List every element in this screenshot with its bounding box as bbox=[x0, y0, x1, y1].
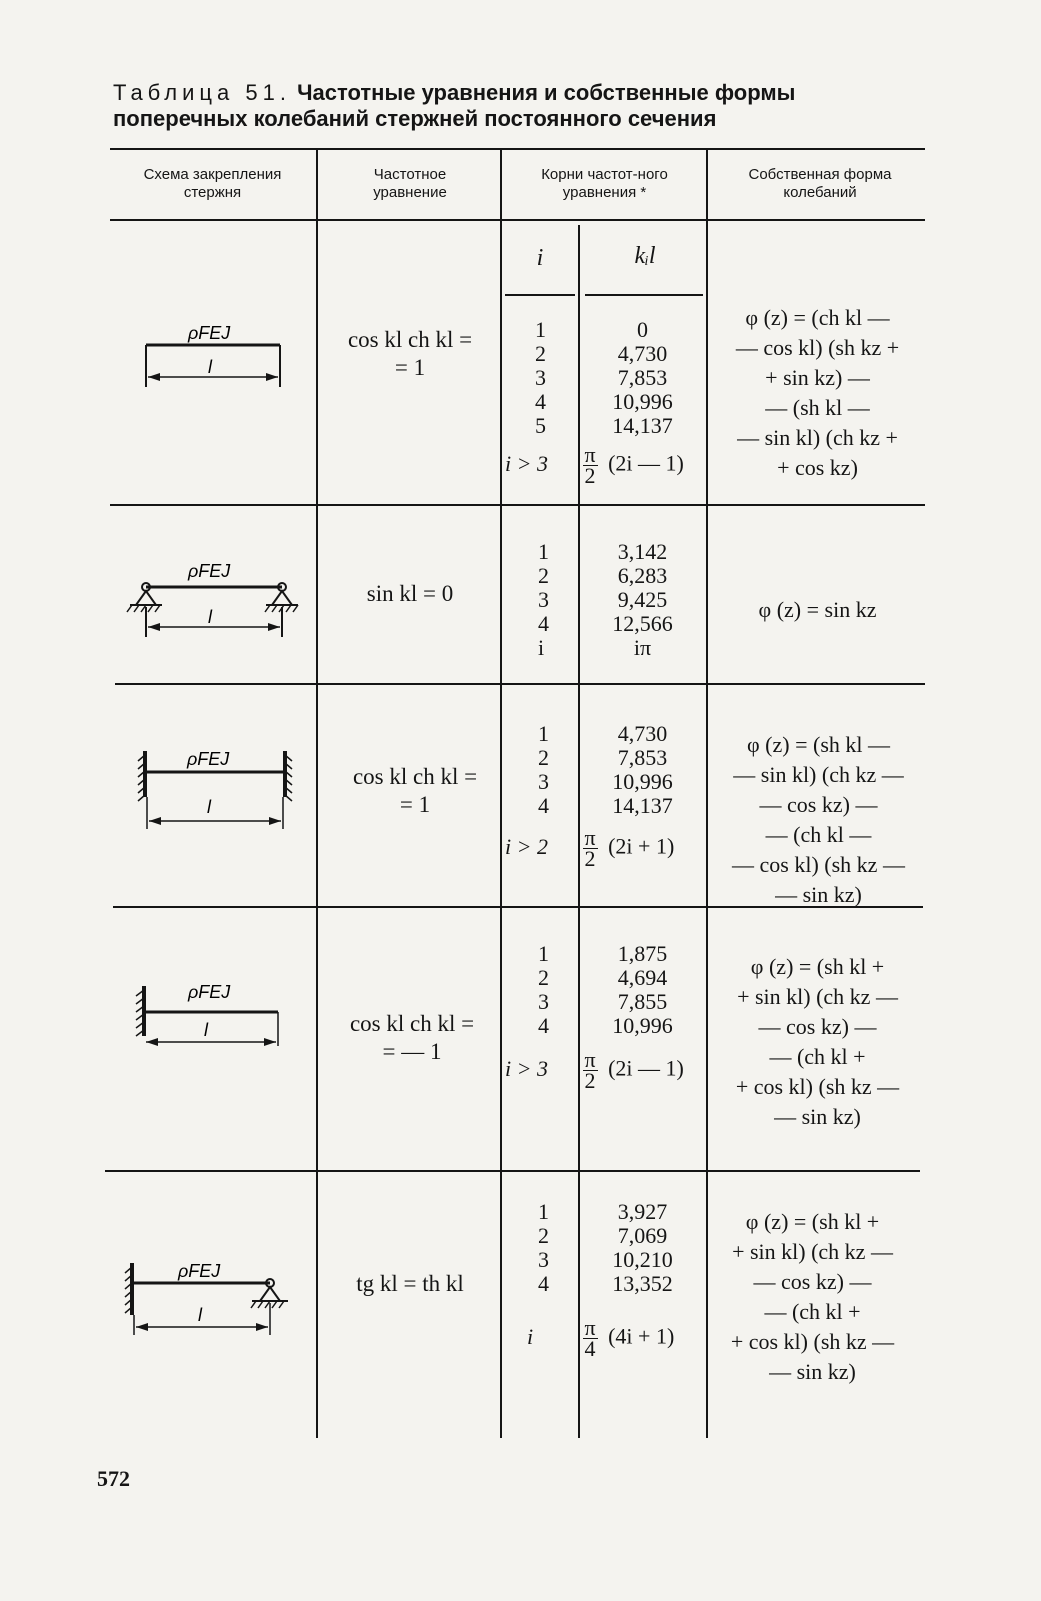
scheme-label-rho-f-e-j: ρFEJ bbox=[188, 561, 231, 581]
pi-fraction bbox=[583, 1047, 598, 1093]
general-root-index: i bbox=[527, 1323, 534, 1349]
header-mode: Собственная форма колебаний bbox=[748, 166, 892, 201]
mode-shape: φ (z) = (ch kl — — cos kl) (sh kz + + sin kz) — — (sh kl — — sin kl) (ch kz + + cos kz) bbox=[735, 305, 900, 480]
frequency-equation: sin kl = 0 bbox=[366, 581, 454, 606]
fraction-denominator: 2 bbox=[584, 846, 596, 871]
mode-shape: φ (z) = (sh kl + + sin kl) (ch kz — — cos kz) — — (ch kl + + cos kl) (sh kz — — sin kz) bbox=[730, 1209, 895, 1384]
scheme-label-rho-f-e-j: ρFEJ bbox=[188, 982, 231, 1002]
scheme-label-length: l bbox=[208, 607, 212, 627]
root-values: 1,875 4,694 7,855 10,996 bbox=[612, 941, 673, 1038]
table-caption bbox=[113, 80, 933, 132]
general-root-expression: (4i + 1) bbox=[608, 1323, 675, 1349]
scheme-free-free bbox=[130, 315, 300, 395]
subheader-index: i bbox=[536, 245, 544, 271]
subheader-rule bbox=[505, 294, 575, 296]
table-title: Частотные уравнения и собственные формы поперечных колебаний стержней постоянного сечения bbox=[113, 80, 796, 131]
pi-fraction bbox=[583, 442, 598, 488]
scheme-clamped-free bbox=[130, 978, 300, 1048]
general-root bbox=[505, 1315, 675, 1361]
header-scheme: Схема закрепления стержня bbox=[143, 166, 282, 201]
root-indices: 1 2 3 4 bbox=[538, 1199, 549, 1296]
frequency-equation: cos kl ch kl = = 1 bbox=[347, 327, 473, 380]
root-indices: 1 2 3 4 bbox=[538, 941, 549, 1038]
fraction-numerator: π bbox=[584, 1047, 596, 1072]
root-values: 4,730 7,853 10,996 14,137 bbox=[612, 721, 673, 818]
subheader-root-value: kᵢl bbox=[634, 243, 656, 269]
pi-fraction bbox=[583, 825, 598, 871]
root-values: 0 4,730 7,853 10,996 14,137 bbox=[612, 317, 673, 438]
scheme-label-rho-f-e-j: ρFEJ bbox=[178, 1261, 221, 1281]
header-equation: Частотное уравнение bbox=[373, 166, 447, 201]
scheme-clamped-clamped bbox=[135, 745, 310, 835]
fraction-denominator: 2 bbox=[584, 463, 596, 488]
scheme-clamped-pinned bbox=[120, 1255, 300, 1340]
scheme-label-length: l bbox=[198, 1305, 202, 1325]
table-number: Таблица 51. bbox=[113, 80, 291, 105]
row-separator bbox=[110, 504, 925, 506]
scheme-label-rho-f-e-j: ρFEJ bbox=[188, 323, 231, 343]
row-separator bbox=[105, 1170, 920, 1172]
table-top-rule bbox=[110, 148, 925, 150]
frequency-equation: cos kl ch kl = = 1 bbox=[352, 764, 478, 817]
fraction-numerator: π bbox=[584, 825, 596, 850]
mode-shape: φ (z) = (sh kl — — sin kl) (ch kz — — cos kz) — — (ch kl — — cos kl) (sh kz — — sin kz) bbox=[732, 732, 905, 907]
fraction-numerator: π bbox=[584, 1315, 596, 1340]
general-root-expression: (2i + 1) bbox=[608, 833, 675, 859]
fraction-denominator: 4 bbox=[584, 1336, 596, 1361]
pi-fraction bbox=[583, 1315, 598, 1361]
header-roots: Корни частот-ного уравнения * bbox=[541, 166, 668, 201]
root-indices: 1 2 3 4 bbox=[538, 721, 549, 818]
mode-shape: φ (z) = (sh kl + + sin kl) (ch kz — — cos kz) — — (ch kl + + cos kl) (sh kz — — sin kz) bbox=[735, 954, 900, 1129]
scheme-label-length: l bbox=[208, 357, 212, 377]
header-bottom-rule bbox=[110, 219, 925, 221]
general-root bbox=[505, 442, 684, 488]
scheme-label-length: l bbox=[204, 1020, 208, 1040]
scheme-label-length: l bbox=[207, 797, 211, 817]
scheme-pinned-pinned bbox=[120, 555, 310, 640]
fraction-numerator: π bbox=[584, 442, 596, 467]
general-root bbox=[505, 825, 675, 871]
root-indices: 1 2 3 4 i bbox=[538, 539, 549, 660]
subheader-rule bbox=[585, 294, 703, 296]
general-root bbox=[505, 1047, 684, 1093]
scheme-label-rho-f-e-j: ρFEJ bbox=[187, 749, 230, 769]
root-values: 3,142 6,283 9,425 12,566 iπ bbox=[612, 539, 673, 660]
row-separator bbox=[115, 683, 925, 685]
column-divider bbox=[316, 148, 318, 1438]
general-root-expression: (2i — 1) bbox=[608, 1055, 684, 1081]
root-indices: 1 2 3 4 5 bbox=[535, 317, 546, 438]
fraction-denominator: 2 bbox=[584, 1068, 596, 1093]
root-values: 3,927 7,069 10,210 13,352 bbox=[612, 1199, 673, 1296]
page-number: 572 bbox=[97, 1466, 130, 1491]
general-root-expression: (2i — 1) bbox=[608, 450, 684, 476]
frequency-equation: cos kl ch kl = = — 1 bbox=[349, 1011, 475, 1064]
general-root-index: i > 2 bbox=[505, 833, 548, 859]
general-root-index: i > 3 bbox=[505, 450, 548, 476]
mode-shape: φ (z) = sin kz bbox=[758, 597, 877, 622]
frequency-equation: tg kl = th kl bbox=[356, 1271, 464, 1296]
general-root-index: i > 3 bbox=[505, 1055, 548, 1081]
